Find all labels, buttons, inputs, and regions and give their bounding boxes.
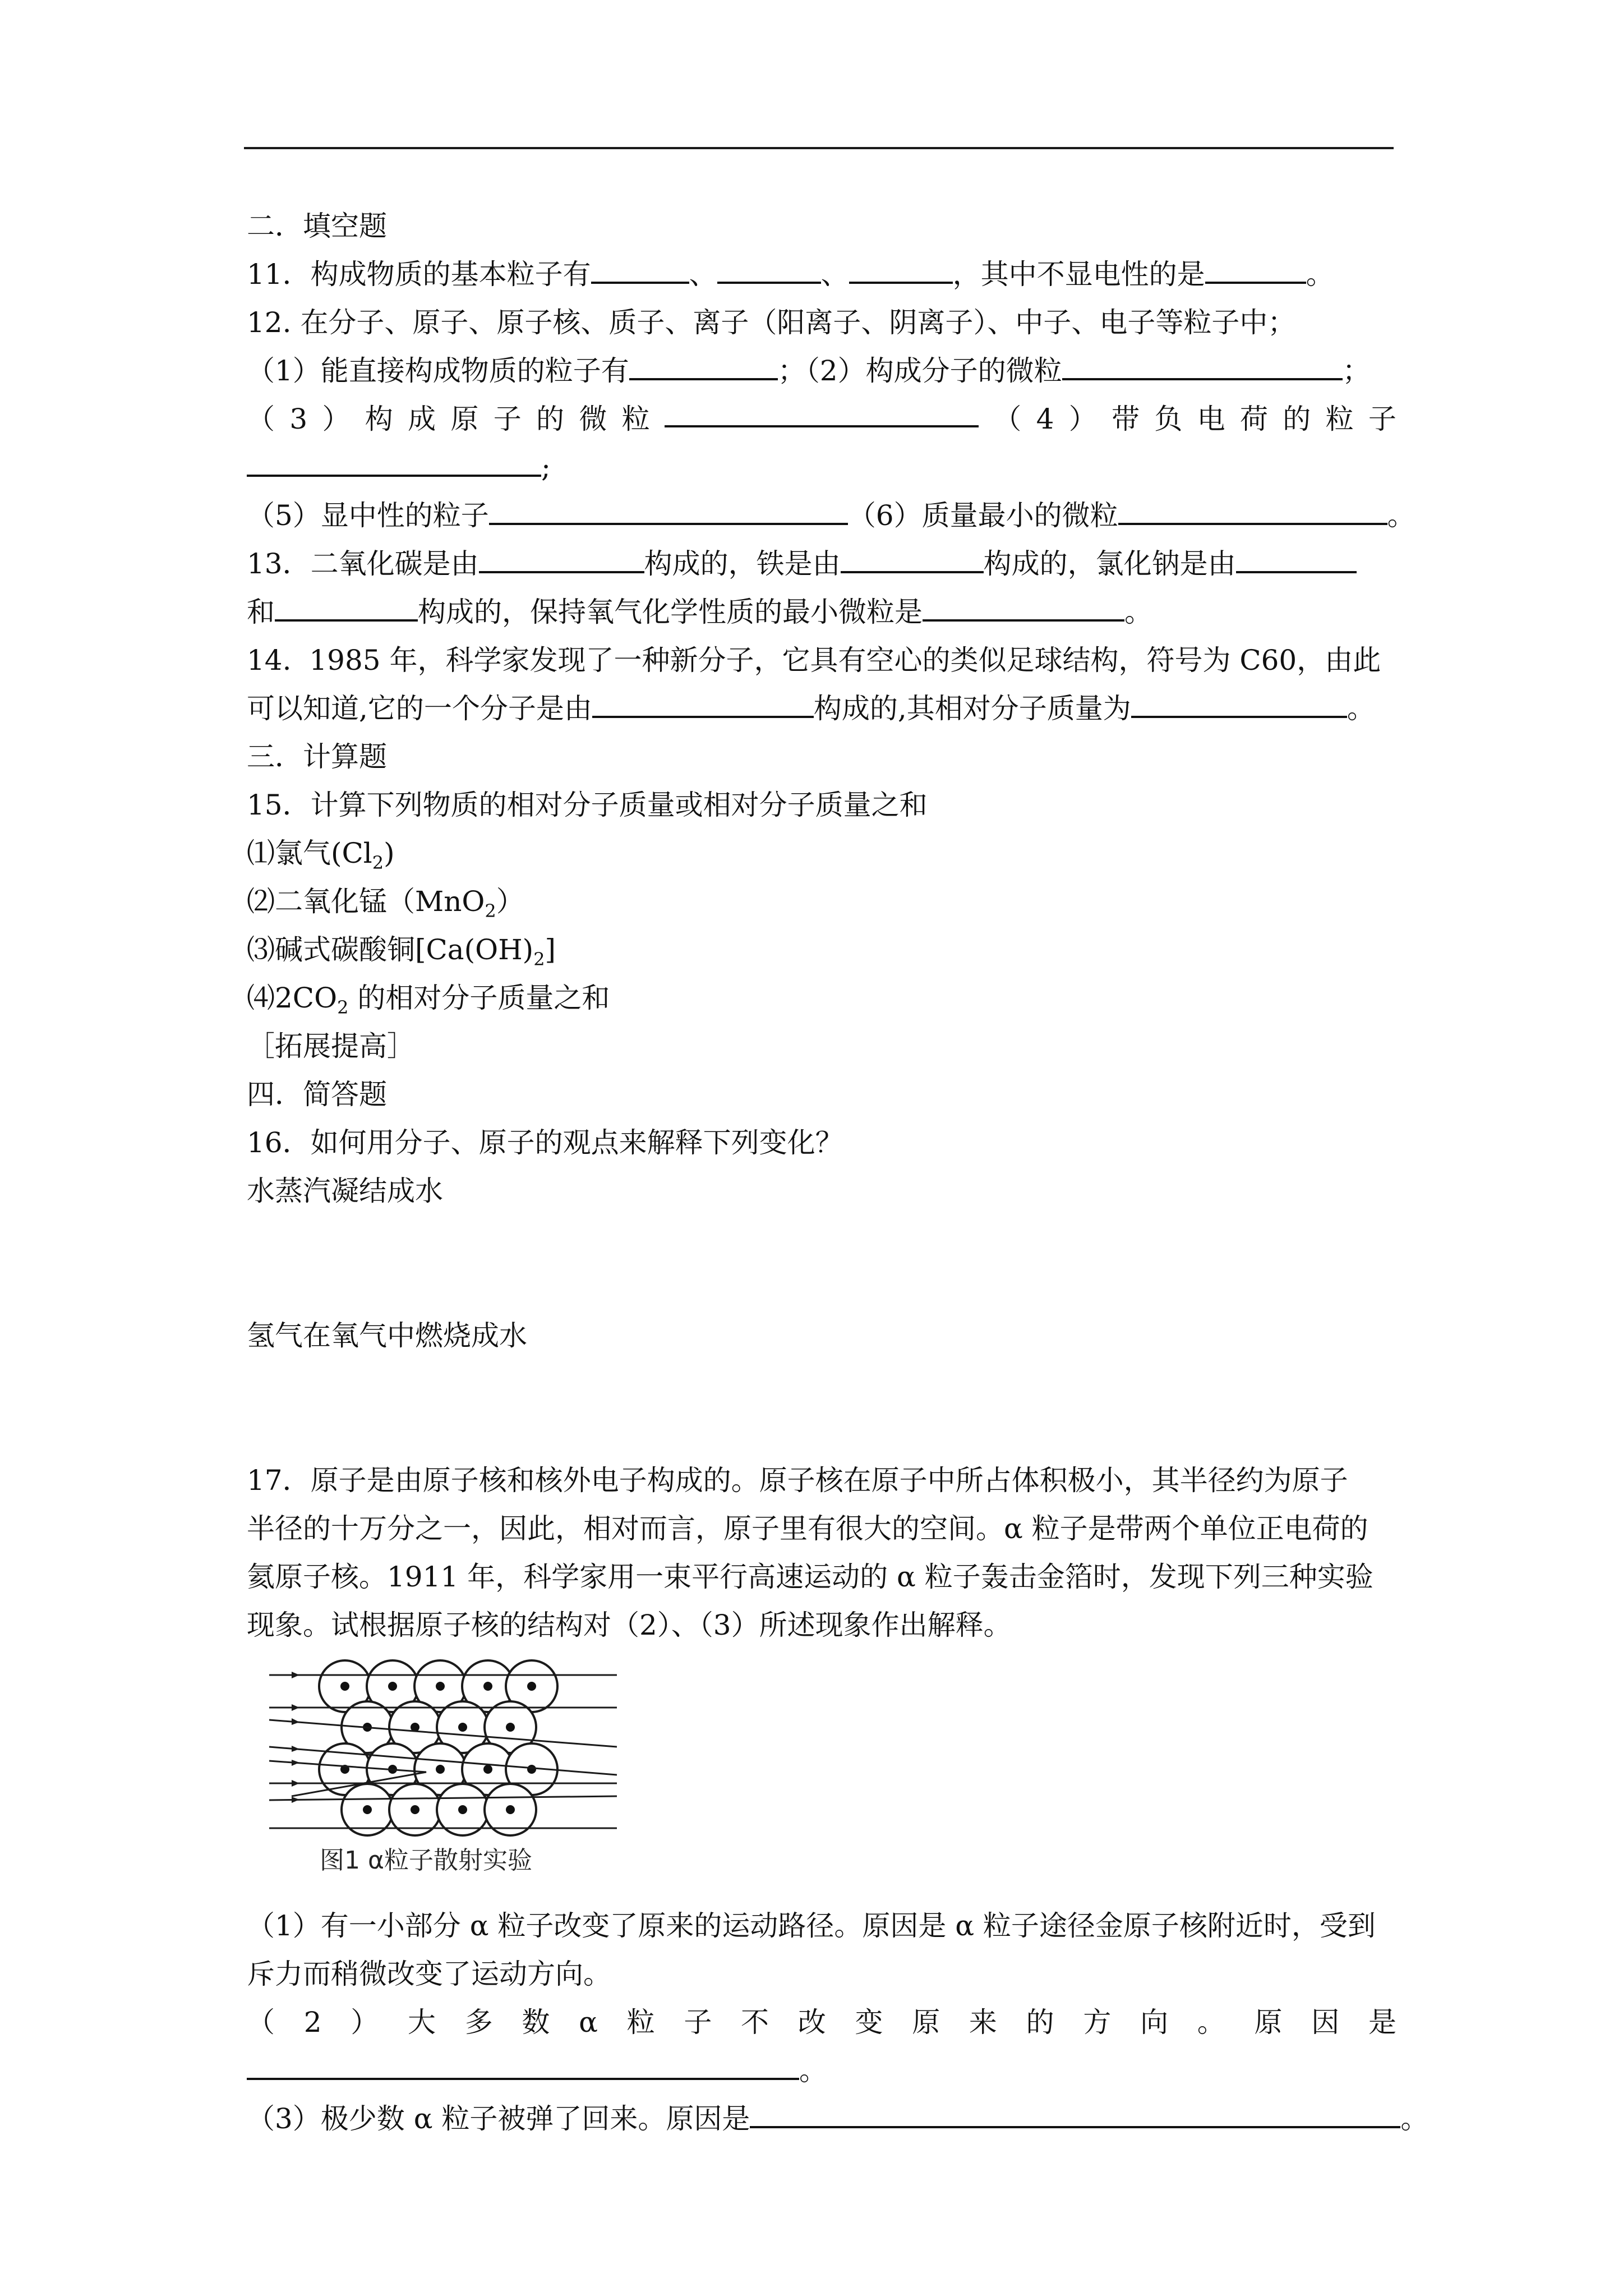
answer-blank[interactable]	[1118, 493, 1387, 525]
q17-sub-2	[247, 1998, 1396, 2046]
q13-number: 13．	[247, 547, 311, 580]
q12-char: （	[247, 403, 275, 435]
q12-char: 子	[493, 403, 522, 435]
q12-char: 带	[1112, 403, 1140, 435]
answer-blank[interactable]	[1205, 251, 1306, 284]
q16-number: 16．	[247, 1126, 311, 1159]
answer-blank[interactable]	[592, 685, 814, 718]
q15-item-tail: ]	[545, 933, 556, 966]
answer-space[interactable]	[247, 1360, 1396, 1408]
q17-char: 来	[969, 2006, 997, 2039]
q17-sub-1-cont: 斥力而稍微改变了运动方向。	[247, 1958, 611, 1990]
q15-item-label: ⑷2CO	[247, 982, 338, 1014]
q12-text: 在分子、原子、原子核、质子、离子（阳离子、阴离子）、中子、电子等粒子中；	[300, 306, 1296, 339]
worksheet	[247, 202, 1429, 2143]
q16-case-a: 水蒸汽凝结成水	[247, 1175, 443, 1207]
nucleus	[527, 1765, 536, 1774]
q15-item-label: ⑴氯气(Cl	[247, 837, 372, 869]
q12-punct: ；	[777, 355, 806, 387]
q11-sep: 、	[689, 258, 717, 291]
q17-char: 多	[464, 2006, 493, 2039]
q17-sub-2-blank	[247, 2046, 1396, 2095]
answer-blank[interactable]	[1062, 348, 1343, 380]
q17-char: 原	[912, 2006, 940, 2039]
q14-text: 可以知道,它的一个分子是由	[247, 692, 592, 725]
answer-blank[interactable]	[247, 2047, 799, 2080]
q17-char: 方	[1083, 2006, 1112, 2039]
q17-text: 原子是由原子核和核外电子构成的。原子核在原子中所占体积极小，其半径约为原子	[310, 1464, 1348, 1497]
question-13-cont	[247, 588, 1396, 636]
nucleus	[388, 1682, 397, 1691]
q12-char: 微	[579, 403, 607, 435]
q17-char: 。	[1197, 2006, 1225, 2039]
q14-number: 14.	[247, 644, 292, 677]
arrowhead	[292, 1718, 299, 1725]
answer-blank[interactable]	[849, 251, 953, 284]
q17-line: 现象。试根据原子核的结构对（2）、（3）所述现象作出解释。	[247, 1609, 1012, 1641]
q12-p5: （5）显中性的粒子	[247, 499, 489, 532]
q14-text: 构成的,其相对分子质量为	[813, 692, 1131, 725]
q13-text: 构成的，保持氧气化学性质的最小微粒是	[418, 596, 923, 628]
answer-blank[interactable]	[629, 348, 778, 380]
answer-blank[interactable]	[923, 589, 1124, 622]
question-14-cont	[247, 684, 1396, 733]
nucleus	[458, 1723, 467, 1732]
nucleus	[483, 1682, 492, 1691]
answer-blank[interactable]	[717, 251, 821, 284]
answer-blank[interactable]	[1131, 685, 1347, 718]
q13-text: 和	[247, 596, 275, 628]
q15-number: 15．	[247, 789, 311, 821]
answer-blank[interactable]	[275, 589, 418, 622]
header-rule	[244, 147, 1394, 149]
q15-item-tail: )	[384, 837, 395, 869]
subscript: 2	[485, 900, 496, 922]
q12-char: （	[993, 403, 1022, 435]
q12-char: 子	[1368, 403, 1396, 435]
q13-text: 构成的，铁是由	[644, 547, 841, 580]
question-11	[247, 250, 1396, 298]
question-15	[247, 781, 1396, 829]
q12-part-1-2	[247, 347, 1396, 395]
q13-end: 。	[1124, 596, 1152, 628]
q17-char: 数	[522, 2006, 550, 2039]
q13-text: 二氧化碳是由	[310, 547, 479, 580]
q12-punct: 。	[1387, 499, 1415, 532]
q12-char: 构	[365, 403, 393, 435]
q14-text: 1985 年，科学家发现了一种新分子，它具有空心的类似足球结构，符号为 C60，由此	[309, 644, 1381, 677]
nucleus	[363, 1805, 372, 1814]
q12-char: ）	[1068, 403, 1097, 435]
alpha-scattering-figure	[258, 1657, 662, 1887]
q12-p6: （6）质量最小的微粒	[847, 499, 1118, 532]
q17-char: 2	[303, 2006, 322, 2039]
q12-part-4-blank	[247, 443, 1396, 491]
q12-char: 粒	[621, 403, 650, 435]
nucleus	[527, 1682, 536, 1691]
question-14	[247, 636, 1396, 684]
q15-item-label: ⑶碱式碳酸铜[Ca(OH)	[247, 933, 534, 966]
answer-blank[interactable]	[1236, 541, 1357, 573]
section-heading-calc: 三．计算题	[247, 740, 387, 773]
q15-item-4	[247, 974, 1396, 1022]
q17-sub-3	[247, 2095, 1429, 2143]
section-heading-fill: 二．填空题	[247, 210, 387, 242]
q12-char: 的	[536, 403, 564, 435]
q17-char: 不	[741, 2006, 769, 2039]
answer-blank[interactable]	[247, 444, 541, 477]
q12-char: 电	[1197, 403, 1225, 435]
q12-p2: （2）构成分子的微粒	[805, 355, 1062, 387]
q12-char: 粒	[1325, 403, 1354, 435]
q17-char: 向	[1140, 2006, 1169, 2039]
q17-line: 半径的十万分之一，因此，相对而言，原子里有很大的空间。α 粒子是带两个单位正电荷的	[247, 1512, 1368, 1545]
q17-char: 改	[797, 2006, 826, 2039]
question-13	[247, 540, 1396, 588]
q15-item-2	[247, 877, 1396, 926]
q12-char: 3	[289, 403, 308, 435]
q17-punct: 。	[1400, 2102, 1429, 2135]
q12-char: 4	[1036, 403, 1054, 435]
q17-char: （	[247, 2006, 275, 2039]
arrowhead	[292, 1672, 299, 1678]
q15-item-tail: 的相对分子质量之和	[348, 982, 610, 1014]
q17-char: 原	[1254, 2006, 1283, 2039]
q12-punct: ;	[541, 451, 551, 484]
question-12	[247, 298, 1396, 347]
q12-part-5-6	[247, 491, 1415, 540]
q17-char: 变	[855, 2006, 883, 2039]
arrowhead	[292, 1704, 299, 1711]
answer-blank[interactable]	[750, 2096, 1400, 2128]
q17-char: 的	[1026, 2006, 1054, 2039]
q11-sep: 、	[820, 258, 849, 291]
subscript: 2	[337, 997, 349, 1018]
q17-char: 因	[1311, 2006, 1340, 2039]
q17-punct: 。	[799, 2054, 827, 2087]
question-16	[247, 1119, 1396, 1167]
q12-char: 成	[408, 403, 436, 435]
q12-char: 负	[1154, 403, 1183, 435]
q17-number: 17．	[247, 1464, 311, 1497]
arrowhead	[292, 1746, 299, 1752]
answer-space[interactable]	[247, 1215, 1396, 1263]
subscript: 2	[533, 949, 545, 970]
q12-char: ）	[322, 403, 351, 435]
figure-caption: 图1 α粒子散射实验	[320, 1846, 532, 1875]
arrowhead	[292, 1760, 299, 1766]
q17-char: 大	[407, 2006, 436, 2039]
q12-punct: ；	[1342, 355, 1371, 387]
answer-blank[interactable]	[479, 541, 644, 573]
q12-char: 的	[1283, 403, 1311, 435]
answer-blank[interactable]	[489, 493, 848, 525]
q11-end: 。	[1306, 258, 1334, 291]
q12-number: 12.	[247, 306, 292, 339]
q14-end: 。	[1347, 692, 1375, 725]
q13-text: 构成的，氯化钠是由	[983, 547, 1236, 580]
q11-text: 构成物质的基本粒子有	[310, 258, 591, 291]
q17-line: 氦原子核。1911 年，科学家用一束平行高速运动的 α 粒子轰击金箔时，发现下列三种实验	[247, 1561, 1373, 1593]
q12-part-3-4	[247, 395, 1396, 443]
answer-space[interactable]	[247, 1263, 1396, 1312]
section-heading-short: 四．简答题	[247, 1078, 387, 1111]
q12-p1: （1）能直接构成物质的粒子有	[247, 355, 629, 387]
question-17	[247, 1456, 1396, 1504]
q15-text: 计算下列物质的相对分子质量或相对分子质量之和	[310, 789, 928, 821]
q17-char: 粒	[626, 2006, 655, 2039]
q17-char: ）	[351, 2006, 379, 2039]
nucleus	[340, 1682, 349, 1691]
q11-text: ，其中不显电性的是	[952, 258, 1205, 291]
arrowhead	[292, 1780, 299, 1787]
nucleus	[458, 1805, 467, 1814]
answer-blank[interactable]	[841, 541, 984, 573]
q15-item-label: ⑵二氧化锰（MnO	[247, 885, 485, 918]
q17-char: 子	[684, 2006, 712, 2039]
q17-sub-1: （1）有一小部分 α 粒子改变了原来的运动路径。原因是 α 粒子途径金原子核附近时，受到	[247, 1910, 1376, 1942]
q11-number: 11．	[247, 258, 311, 291]
q15-item-tail: ）	[496, 885, 524, 918]
q12-char: 荷	[1239, 403, 1268, 435]
q12-char: 原	[450, 403, 479, 435]
q17-char: α	[579, 2006, 598, 2039]
q16-case-b: 氢气在氧气中燃烧成水	[247, 1319, 527, 1352]
q15-item-3	[247, 926, 1396, 974]
q16-text: 如何用分子、原子的观点来解释下列变化？	[310, 1126, 843, 1159]
nucleus	[411, 1805, 419, 1814]
extension-heading: ［拓展提高］	[247, 1030, 415, 1062]
nucleus	[506, 1723, 515, 1732]
nucleus	[436, 1765, 445, 1774]
q17-char: 是	[1368, 2006, 1396, 2039]
subscript: 2	[372, 852, 384, 873]
nucleus	[506, 1805, 515, 1814]
q17-sub-3-text: （3）极少数 α 粒子被弹了回来。原因是	[247, 2102, 750, 2135]
answer-space[interactable]	[247, 1408, 1396, 1456]
q15-item-1	[247, 829, 1396, 877]
nucleus	[483, 1765, 492, 1774]
answer-blank[interactable]	[665, 395, 979, 427]
answer-blank[interactable]	[591, 251, 689, 284]
arrowhead	[292, 1797, 299, 1803]
nucleus	[436, 1682, 445, 1691]
